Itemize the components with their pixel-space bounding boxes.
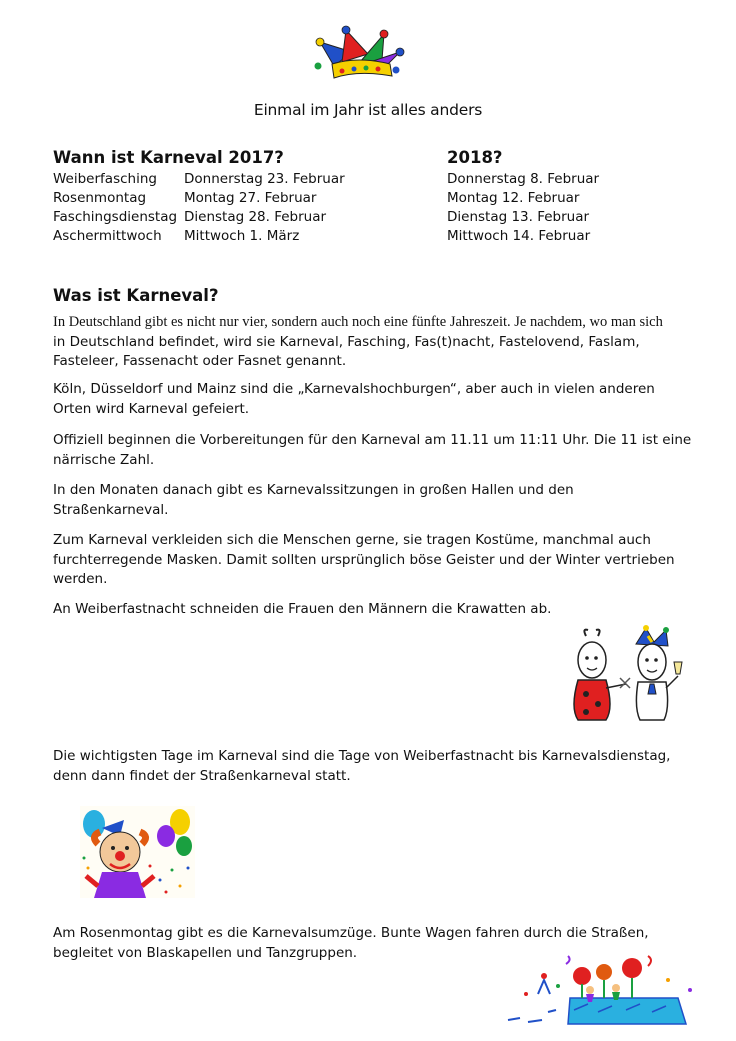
paragraph	[53, 313, 693, 372]
date-row-event: Weiberfasching	[53, 171, 157, 187]
date-row-2018: Donnerstag 8. Februar	[447, 171, 600, 187]
paragraph: Köln, Düsseldorf und Mainz sind die „Karnevalshochburgen“, aber auch in vielen anderen Orten wird Karneval gefeiert.	[53, 381, 655, 417]
jester-hat-icon	[312, 22, 404, 80]
date-row-2017: Dienstag 28. Februar	[184, 209, 327, 225]
heading-2018: 2018?	[447, 148, 503, 167]
tie-cutting-couple-illustration	[556, 628, 696, 728]
paragraph-serif-line: In Deutschland gibt es nicht nur vier, sondern auch noch eine fünfte Jahreszeit. Je nachdem, wo man sich	[53, 314, 663, 330]
date-row-2018: Mittwoch 14. Februar	[447, 228, 591, 244]
paragraph: Die wichtigsten Tage im Karneval sind die Tage von Weiberfastnacht bis Karnevalsdienstag, denn dann findet der Straßenkarneval statt.	[53, 748, 671, 784]
paragraph: In den Monaten danach gibt es Karnevalssitzungen in großen Hallen und den Straßenkarneval.	[53, 482, 574, 518]
clown-balloons-illustration	[80, 806, 195, 898]
paragraph: Zum Karneval verkleiden sich die Menschen gerne, sie tragen Kostüme, manchmal auch furchterregende Masken. Damit sollten ursprünglich böse Geister und der Winter vertrieben werden.	[53, 532, 675, 587]
paragraph: An Weiberfastnacht schneiden die Frauen den Männern die Krawatten ab.	[53, 601, 552, 617]
parade-float-illustration	[508, 950, 698, 1030]
date-row-event: Aschermittwoch	[53, 228, 162, 244]
section-heading: Was ist Karneval?	[53, 286, 219, 305]
heading-2017: Wann ist Karneval 2017?	[53, 148, 284, 167]
date-row-event: Rosenmontag	[53, 190, 147, 206]
date-row-2017: Montag 27. Februar	[184, 190, 317, 206]
paragraph: Am Rosenmontag gibt es die Karnevalsumzüge. Bunte Wagen fahren durch die Straßen, begleitet von Blaskapellen und Tanzgruppen.	[53, 925, 649, 961]
date-row-2017: Donnerstag 23. Februar	[184, 171, 345, 187]
paragraph: Offiziell beginnen die Vorbereitungen für den Karneval am 11.11 um 11:11 Uhr. Die 11 ist eine närrische Zahl.	[53, 432, 692, 468]
date-row-2017: Mittwoch 1. März	[184, 228, 300, 244]
paragraph-text: in Deutschland befindet, wird sie Karneval, Fasching, Fas(t)nacht, Fastelovend, Faslam, Fasteleer, Fassenacht oder Fasnet genannt.	[53, 333, 640, 369]
date-row-2018: Dienstag 13. Februar	[447, 209, 590, 225]
date-row-event: Faschingsdienstag	[53, 209, 178, 225]
page-title: Einmal im Jahr ist alles anders	[253, 101, 483, 119]
date-row-2018: Montag 12. Februar	[447, 190, 580, 206]
